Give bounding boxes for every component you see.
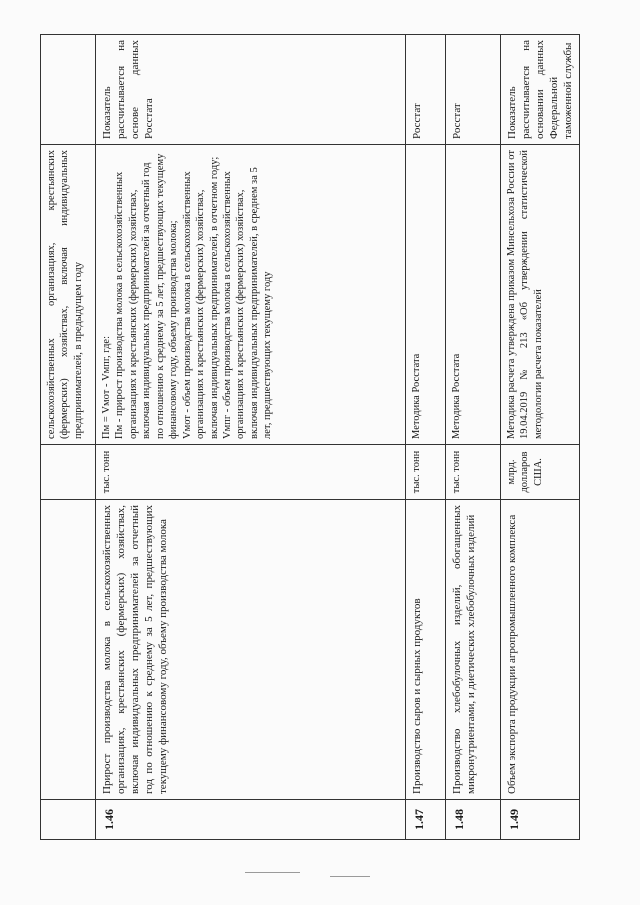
method-line: сельскохозяйственных организациях, крестьянских (фермерских) хозяйствах, включая индивидуальных предпринимателей, в предыдущем году bbox=[46, 150, 84, 439]
unit-cell: млрд. долларов США. bbox=[501, 445, 580, 500]
method-cell bbox=[41, 145, 96, 445]
table-row bbox=[41, 35, 96, 840]
source-cell bbox=[41, 35, 96, 145]
indicator-name: Производство хлебобулочных изделий, обогащенных микронутриентами, и диетических хлебобулочных изделий bbox=[446, 500, 501, 800]
source-cell: Показатель рассчитывается на основании данных Федеральной таможенной службы bbox=[501, 35, 580, 145]
row-number: 1.49 bbox=[501, 800, 580, 840]
indicators-table bbox=[40, 34, 580, 840]
method-line: Vмпг - объем производства молока в сельскохозяйственных организациях и крестьянских (фермерских) хозяйствах, включая индивидуальных предпринимателей, в среднем за 5 лет, предшествующих текущему году bbox=[221, 167, 274, 439]
indicator-name: Производство сыров и сырных продуктов bbox=[406, 500, 446, 800]
method-cell bbox=[406, 145, 446, 445]
method-line: Пм - прирост производства молока в сельскохозяйственных организациях и крестьянских (фермерских) хозяйствах, включая индивидуальных предпринимателей за отчетный год по отношению к среднему за 5 лет, предшествующих текущему финансовому году, объему производства молока; bbox=[114, 153, 180, 439]
indicator-name: Прирост производства молока в сельскохозяйственных организациях, крестьянских (фермерских) хозяйствах, включая индивидуальных предпринимателей за отчетный год по отношению к среднему за 5 лет, предшествующих текущему финансовому году, объему производства молока bbox=[96, 500, 406, 800]
unit-cell: тыс. тонн bbox=[446, 445, 501, 500]
method-line: Методика Росстата bbox=[451, 353, 462, 439]
row-number: 1.46 bbox=[96, 800, 406, 840]
table-row bbox=[406, 35, 446, 840]
row-number: 1.48 bbox=[446, 800, 501, 840]
source-cell: Росстат bbox=[406, 35, 446, 145]
source-cell: Росстат bbox=[446, 35, 501, 145]
source-cell: Показатель рассчитывается на основе данных Росстата bbox=[96, 35, 406, 145]
method-line: Методика Росстата bbox=[411, 353, 422, 439]
scan-artifact bbox=[245, 872, 300, 873]
table-row bbox=[446, 35, 501, 840]
scan-artifact bbox=[330, 876, 370, 877]
method-cell bbox=[446, 145, 501, 445]
method-line: Методика расчета утверждена приказом Минсельхоза России от 19.04.2019 № 213 «Об утверждении статистической методологии расчета показателей bbox=[506, 150, 544, 439]
unit-cell: тыс. тонн bbox=[406, 445, 446, 500]
rotated-table-wrapper bbox=[40, 35, 575, 840]
method-cell bbox=[501, 145, 580, 445]
method-line: Пм = Vмот - Vмпг, где: bbox=[101, 336, 112, 439]
table-body bbox=[41, 35, 580, 840]
table-row bbox=[96, 35, 406, 840]
method-line: Vмот - объем производства молока в сельскохозяйственных организациях и крестьянских (фермерских) хозяйствах, включая индивидуальных предпринимателей, в отчетном году; bbox=[181, 156, 220, 439]
indicator-name: Объем экспорта продукции агропромышленного комплекса bbox=[501, 500, 580, 800]
table-row bbox=[501, 35, 580, 840]
indicator-name bbox=[41, 500, 96, 800]
unit-cell bbox=[41, 445, 96, 500]
method-cell bbox=[96, 145, 406, 445]
row-number: 1.47 bbox=[406, 800, 446, 840]
row-number bbox=[41, 800, 96, 840]
unit-cell: тыс. тонн bbox=[96, 445, 406, 500]
